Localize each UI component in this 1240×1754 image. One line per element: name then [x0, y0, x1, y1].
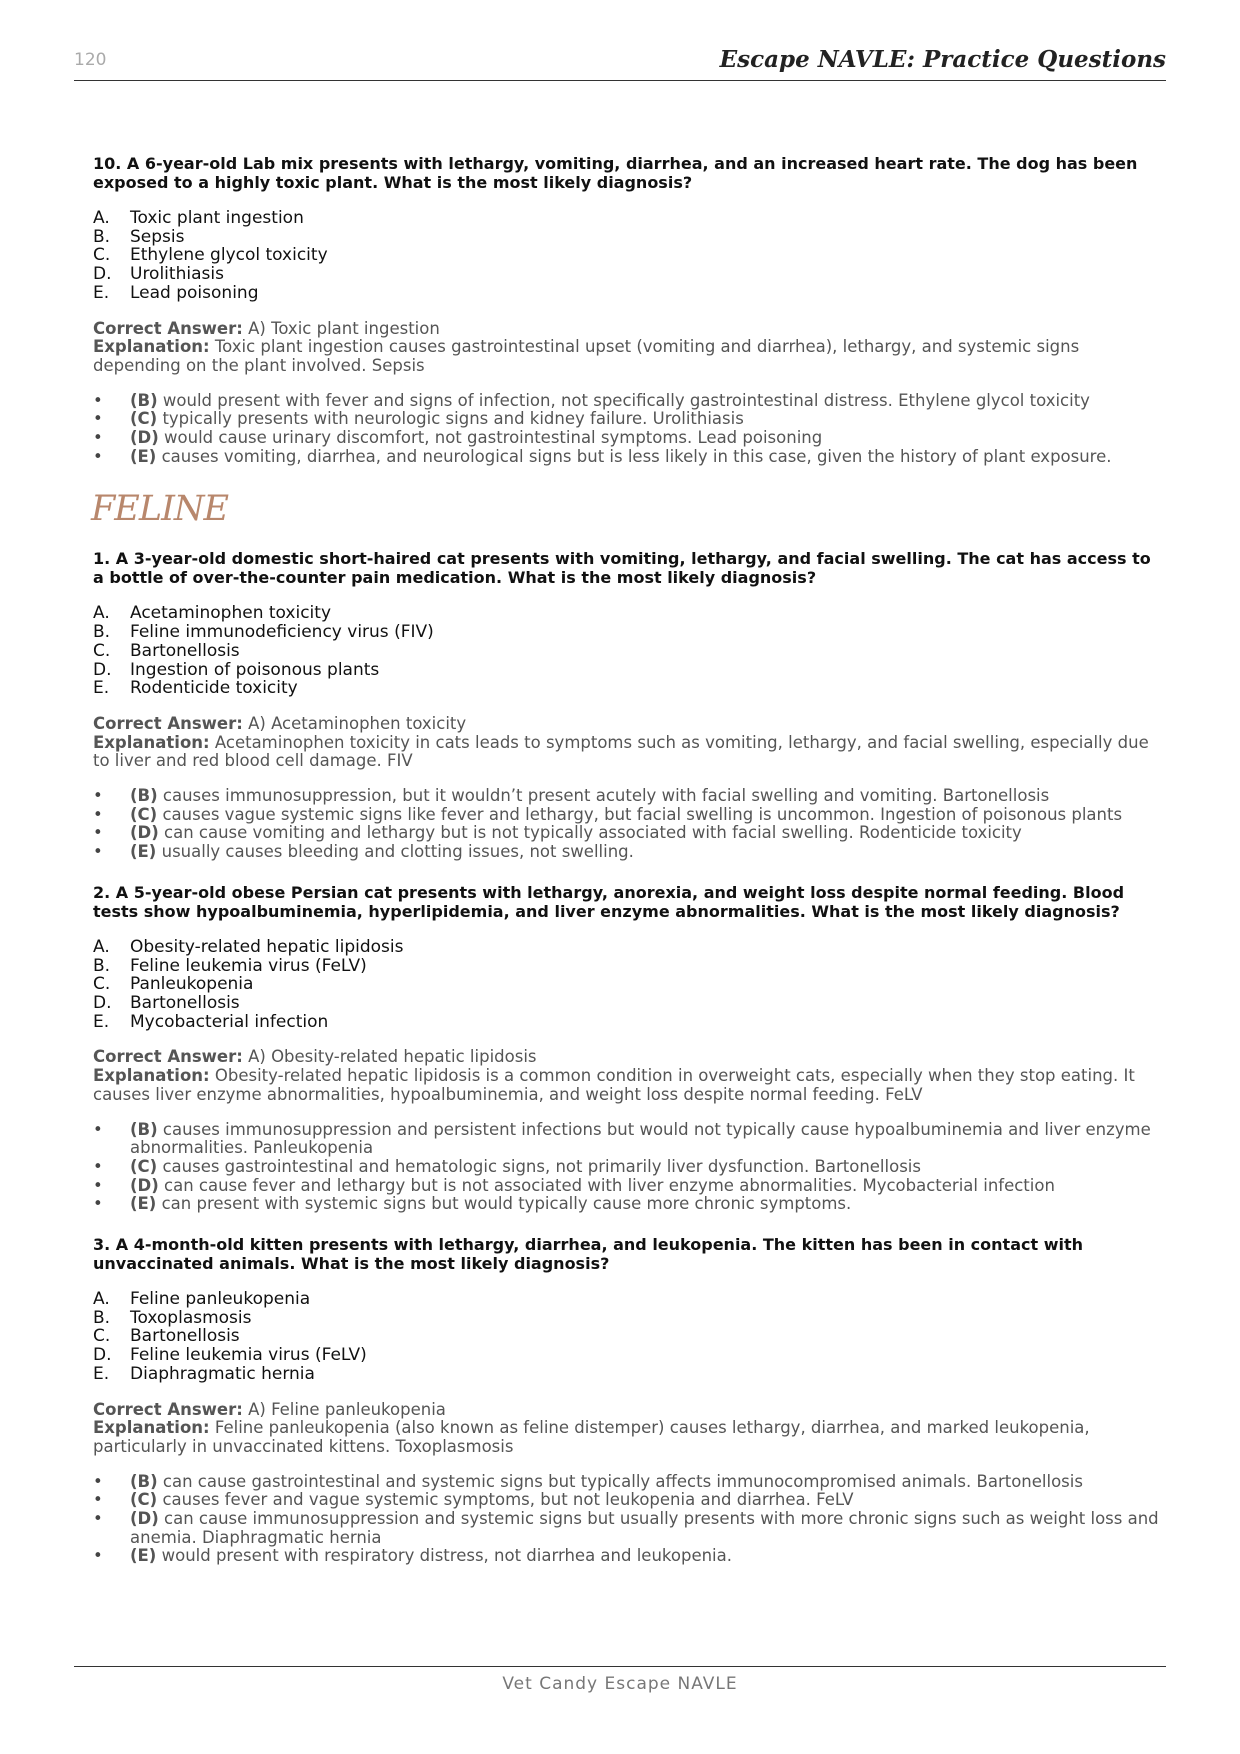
distractor-text: causes vague systemic signs like fever and lethargy, but facial swelling is uncommon. Ingestion of poisonous plants	[162, 804, 1123, 824]
question-text: 1. A 3-year-old domestic short-haired cat presents with vomiting, lethargy, and facial swelling. The cat has access to a bottle of over-the-counter pain medication. What is the most likely diagnosis?	[93, 549, 1151, 588]
option-letter: D.	[93, 992, 112, 1013]
option	[93, 938, 1163, 957]
distractor-letter: (C)	[130, 1156, 158, 1176]
correct-answer-value: A) Acetaminophen toxicity	[248, 713, 467, 733]
answer-explanation	[93, 320, 1163, 376]
correct-answer-label: Correct Answer:	[93, 1399, 243, 1419]
distractor-letter: (C)	[130, 409, 158, 429]
distractor-letter: (E)	[130, 446, 157, 466]
distractor-text: would present with fever and signs of infection, not specifically gastrointestinal distress. Ethylene glycol toxicity	[162, 390, 1090, 410]
distractor-item	[93, 1158, 1163, 1177]
option-text: Feline leukemia virus (FeLV)	[130, 955, 367, 976]
option-text: Obesity-related hepatic lipidosis	[130, 936, 404, 957]
answer-options	[93, 938, 1163, 1032]
page-number: 120	[74, 50, 107, 70]
bullet-dot: •	[93, 842, 103, 862]
option	[93, 246, 1163, 265]
distractor-text: causes immunosuppression and persistent infections but would not typically cause hypoalbuminemia and liver enzyme abnormalities. Panleukopenia	[130, 1119, 1151, 1158]
section-title: FELINE	[91, 489, 229, 530]
option-letter: B.	[93, 1307, 111, 1328]
explanation-label: Explanation:	[93, 337, 210, 357]
question-text: 3. A 4-month-old kitten presents with lethargy, diarrhea, and leukopenia. The kitten has been in contact with unvaccinated animals. What is the most likely diagnosis?	[93, 1235, 1083, 1274]
option	[93, 604, 1163, 623]
distractor-item	[93, 824, 1163, 843]
option	[93, 623, 1163, 642]
option-letter: A.	[93, 936, 110, 957]
distractor-text: can cause gastrointestinal and systemic signs but typically affects immunocompromised animals. Bartonellosis	[162, 1471, 1083, 1491]
option-text: Diaphragmatic hernia	[130, 1363, 315, 1384]
option-letter: B.	[93, 955, 111, 976]
option-letter: D.	[93, 264, 112, 285]
distractor-item	[93, 1121, 1163, 1158]
bullet-dot: •	[93, 804, 103, 824]
page-content	[93, 154, 1163, 1587]
distractor-item	[93, 410, 1163, 429]
option-text: Mycobacterial infection	[130, 1011, 329, 1032]
option	[93, 1365, 1163, 1384]
explanation-label: Explanation:	[93, 1418, 210, 1438]
distractor-list	[93, 1121, 1163, 1215]
option	[93, 994, 1163, 1013]
option-letter: C.	[93, 245, 111, 266]
question-block	[93, 154, 1163, 466]
option-text: Bartonellosis	[130, 640, 240, 661]
correct-answer	[93, 1048, 1163, 1067]
footer-text: Vet Candy Escape NAVLE	[502, 1674, 738, 1694]
answer-options	[93, 209, 1163, 303]
option	[93, 975, 1163, 994]
correct-answer-label: Correct Answer:	[93, 318, 243, 338]
explanation-text: Toxic plant ingestion causes gastrointestinal upset (vomiting and diarrhea), lethargy, and systemic signs depending on the plant involved. Sepsis	[93, 337, 1080, 375]
distractor-list	[93, 1473, 1163, 1567]
option-text: Ethylene glycol toxicity	[130, 245, 328, 266]
distractor-text: typically presents with neurologic signs and kidney failure. Urolithiasis	[162, 409, 744, 429]
distractor-letter: (D)	[130, 1175, 159, 1195]
explanation	[93, 338, 1163, 375]
bullet-dot: •	[93, 1156, 103, 1176]
question-text: 10. A 6-year-old Lab mix presents with lethargy, vomiting, diarrhea, and an increased heart rate. The dog has been exposed to a highly toxic plant. What is the most likely diagnosis?	[93, 154, 1138, 192]
distractor-letter: (C)	[130, 1490, 158, 1510]
distractor-letter: (E)	[130, 842, 157, 862]
option	[93, 228, 1163, 247]
answer-explanation	[93, 1048, 1163, 1104]
option-letter: B.	[93, 226, 111, 247]
distractor-text: can cause immunosuppression and systemic signs but usually presents with more chronic signs such as weight loss and anemia. Diaphragmatic hernia	[130, 1509, 1159, 1547]
distractor-item	[93, 392, 1163, 411]
distractor-list	[93, 392, 1163, 467]
option	[93, 957, 1163, 976]
option-text: Bartonellosis	[130, 992, 240, 1013]
running-title: Escape NAVLE: Practice Questions	[719, 46, 1166, 73]
explanation	[93, 1419, 1163, 1456]
option-text: Toxic plant ingestion	[130, 208, 304, 228]
distractor-text: causes gastrointestinal and hematologic signs, not primarily liver dysfunction. Bartonellosis	[162, 1156, 921, 1176]
option	[93, 209, 1163, 228]
option	[93, 1309, 1163, 1328]
distractor-item	[93, 1547, 1163, 1566]
distractor-item	[93, 1491, 1163, 1510]
explanation-text: Feline panleukopenia (also known as feline distemper) causes lethargy, diarrhea, and marked leukopenia, particularly in unvaccinated kittens. Toxoplasmosis	[93, 1418, 1090, 1456]
explanation-text: Acetaminophen toxicity in cats leads to symptoms such as vomiting, lethargy, and facial swelling, especially due to liver and red blood cell damage. FIV	[93, 732, 1149, 771]
option-text: Acetaminophen toxicity	[130, 603, 332, 624]
correct-answer	[93, 1401, 1163, 1420]
option-letter: E.	[93, 678, 110, 699]
distractor-letter: (D)	[130, 428, 159, 448]
distractor-text: usually causes bleeding and clotting issues, not swelling.	[161, 842, 634, 862]
distractor-item	[93, 806, 1163, 825]
option-letter: C.	[93, 640, 111, 661]
distractor-letter: (E)	[130, 1546, 157, 1566]
bullet-dot: •	[93, 446, 103, 466]
option-letter: A.	[93, 208, 110, 228]
question-block	[93, 883, 1163, 1214]
explanation	[93, 1067, 1163, 1104]
option-text: Sepsis	[130, 226, 185, 247]
option-letter: D.	[93, 659, 112, 680]
distractor-letter: (C)	[130, 804, 158, 824]
option-letter: D.	[93, 1345, 112, 1366]
option	[93, 1290, 1163, 1309]
option	[93, 661, 1163, 680]
distractor-item	[93, 1177, 1163, 1196]
option-letter: C.	[93, 1326, 111, 1347]
option-text: Ingestion of poisonous plants	[130, 659, 380, 680]
distractor-text: causes immunosuppression, but it wouldn’t present acutely with facial swelling and vomiting. Bartonellosis	[162, 786, 1050, 806]
explanation-label: Explanation:	[93, 732, 210, 752]
distractor-item	[93, 429, 1163, 448]
distractor-text: causes vomiting, diarrhea, and neurological signs but is less likely in this case, given the history of plant exposure.	[161, 446, 1112, 466]
question-block	[93, 1235, 1163, 1566]
bullet-dot: •	[93, 1490, 103, 1510]
distractor-item	[93, 843, 1163, 862]
explanation	[93, 734, 1163, 771]
bullet-dot: •	[93, 1546, 103, 1566]
option	[93, 1013, 1163, 1032]
option	[93, 265, 1163, 284]
bullet-dot: •	[93, 409, 103, 429]
correct-answer-label: Correct Answer:	[93, 1047, 243, 1067]
option-text: Rodenticide toxicity	[130, 678, 298, 699]
option-text: Lead poisoning	[130, 282, 259, 303]
option-text: Urolithiasis	[130, 264, 224, 285]
bullet-dot: •	[93, 390, 103, 410]
distractor-item	[93, 787, 1163, 806]
explanation-label: Explanation:	[93, 1066, 210, 1086]
option-text: Feline leukemia virus (FeLV)	[130, 1345, 367, 1366]
option	[93, 284, 1163, 303]
bullet-dot: •	[93, 1119, 103, 1139]
distractor-letter: (D)	[130, 823, 159, 843]
option-letter: A.	[93, 1289, 110, 1310]
distractor-item	[93, 1195, 1163, 1214]
bullet-dot: •	[93, 1194, 103, 1214]
option	[93, 642, 1163, 661]
bullet-dot: •	[93, 1471, 103, 1491]
option-letter: C.	[93, 974, 111, 995]
page-header	[74, 44, 1166, 81]
bullet-dot: •	[93, 786, 103, 806]
distractor-letter: (B)	[130, 390, 158, 410]
distractor-text: would cause urinary discomfort, not gastrointestinal symptoms. Lead poisoning	[164, 428, 823, 448]
option-letter: E.	[93, 282, 110, 303]
option	[93, 679, 1163, 698]
option-text: Feline panleukopenia	[130, 1289, 311, 1310]
question-text: 2. A 5-year-old obese Persian cat presents with lethargy, anorexia, and weight loss despite normal feeding. Blood tests show hypoalbuminemia, hyperlipidemia, and liver enzyme abnormalities. What is the most likely diagnosis?	[93, 882, 1125, 921]
explanation-text: Obesity-related hepatic lipidosis is a common condition in overweight cats, especially when they stop eating. It causes liver enzyme abnormalities, hypoalbuminemia, and weight loss despite normal feeding. FeLV	[93, 1066, 1135, 1104]
footer-divider	[74, 1666, 1166, 1667]
answer-options	[93, 1290, 1163, 1384]
correct-answer-label: Correct Answer:	[93, 713, 243, 733]
answer-explanation	[93, 1401, 1163, 1457]
distractor-text: causes fever and vague systemic symptoms, but not leukopenia and diarrhea. FeLV	[162, 1490, 854, 1510]
option	[93, 1346, 1163, 1365]
correct-answer	[93, 715, 1163, 734]
distractor-item	[93, 448, 1163, 467]
bullet-dot: •	[93, 823, 103, 843]
option-text: Toxoplasmosis	[130, 1307, 252, 1328]
distractor-item	[93, 1510, 1163, 1547]
correct-answer-value: A) Feline panleukopenia	[248, 1399, 446, 1419]
bullet-dot: •	[93, 1175, 103, 1195]
option-text: Panleukopenia	[130, 974, 254, 995]
option	[93, 1327, 1163, 1346]
distractor-text: would present with respiratory distress, not diarrhea and leukopenia.	[161, 1546, 732, 1566]
question-block	[93, 549, 1163, 861]
distractor-list	[93, 787, 1163, 862]
correct-answer-value: A) Toxic plant ingestion	[248, 318, 440, 338]
answer-explanation	[93, 715, 1163, 771]
option-letter: A.	[93, 603, 110, 624]
distractor-text: can cause vomiting and lethargy but is not typically associated with facial swelling. Rodenticide toxicity	[164, 823, 1022, 843]
option-letter: E.	[93, 1363, 110, 1384]
correct-answer-value: A) Obesity-related hepatic lipidosis	[248, 1047, 537, 1067]
distractor-letter: (B)	[130, 786, 158, 806]
bullet-dot: •	[93, 428, 103, 448]
option-text: Bartonellosis	[130, 1326, 240, 1347]
option-letter: B.	[93, 622, 111, 643]
answer-options	[93, 604, 1163, 698]
bullet-dot: •	[93, 1509, 103, 1529]
option-letter: E.	[93, 1011, 110, 1032]
option-text: Feline immunodeficiency virus (FIV)	[130, 622, 434, 643]
distractor-letter: (D)	[130, 1509, 159, 1529]
distractor-letter: (B)	[130, 1471, 158, 1491]
distractor-text: can present with systemic signs but would typically cause more chronic symptoms.	[161, 1194, 852, 1214]
distractor-text: can cause fever and lethargy but is not associated with liver enzyme abnormalities. Mycobacterial infection	[164, 1175, 1055, 1195]
distractor-item	[93, 1473, 1163, 1492]
distractor-letter: (E)	[130, 1194, 157, 1214]
correct-answer	[93, 320, 1163, 339]
distractor-letter: (B)	[130, 1119, 158, 1139]
